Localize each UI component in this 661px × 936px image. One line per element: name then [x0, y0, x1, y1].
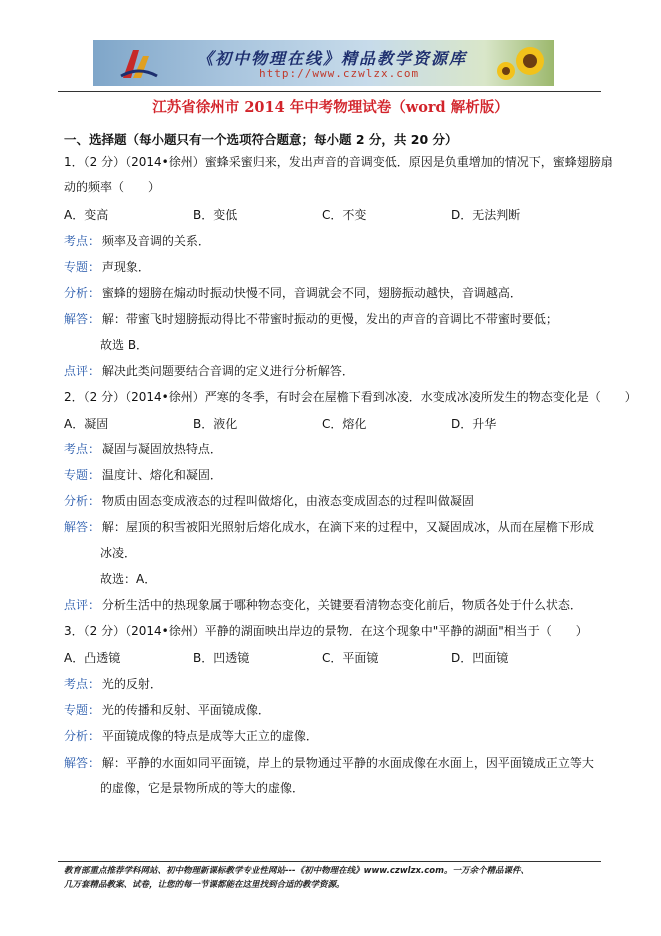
q3-option-d: D．凹面镜	[451, 651, 509, 665]
q1-options	[64, 207, 520, 223]
q1-option-a: A．变高	[64, 208, 109, 222]
q1-kaodian	[64, 233, 210, 249]
q1-option-c: C．不变	[322, 208, 367, 222]
footer-line2: 几万套精品教案、试卷，让您的每一节课都能在这里找到合适的教学资源。	[64, 880, 345, 890]
q3-options	[64, 650, 508, 666]
zhuanti-text: 温度计、熔化和凝固．	[101, 468, 222, 482]
zhuanti-text: 光的传播和反射、平面镜成像．	[101, 703, 270, 717]
q2-jieda	[64, 519, 594, 535]
page-title: 江苏省徐州市 2014 年中考物理试卷（word 解析版）	[152, 99, 509, 116]
q2-zhuanti	[64, 467, 222, 483]
q2-kaodian	[64, 441, 222, 457]
q2-stem-line1: 2．（2 分）（2014•徐州）严寒的冬季，有时会在屋檐下看到冰凌．水变成冰凌所发生的物态变化是（ ）	[64, 390, 637, 404]
q1-stem-line1: 1．（2 分）（2014•徐州）蜜蜂采蜜归来，发出声音的音调变低．原因是负重增加的情况下，蜜蜂翅膀扇	[64, 155, 613, 169]
dianping-text: 解决此类问题要结合音调的定义进行分析解答．	[101, 364, 354, 378]
dianping-text: 分析生活中的热现象属于哪种物态变化，关键要看清物态变化前后，物质各处于什么状态．	[101, 598, 582, 612]
jieda-label: 解答：	[64, 756, 101, 770]
q2-option-b: B．液化	[193, 417, 238, 431]
q2-options	[64, 416, 496, 432]
q1-fenxi	[64, 285, 522, 301]
q2-option-c: C．熔化	[322, 417, 367, 431]
q3-zhuanti	[64, 702, 270, 718]
section-heading: 一、选择题（每小题只有一个选项符合题意；每小题 2 分，共 20 分）	[64, 132, 458, 147]
q2-answer: 故选：A．	[100, 572, 157, 586]
q2-option-d: D．升华	[451, 417, 497, 431]
fenxi-label: 分析：	[64, 729, 101, 743]
q3-kaodian	[64, 676, 162, 692]
kaodian-label: 考点：	[64, 234, 101, 248]
jieda-label: 解答：	[64, 520, 101, 534]
zhuanti-label: 专题：	[64, 468, 101, 482]
fenxi-label: 分析：	[64, 286, 101, 300]
q1-answer: 故选 B．	[100, 338, 149, 352]
kaodian-text: 凝固与凝固放热特点．	[101, 442, 222, 456]
q2-option-a: A．凝固	[64, 417, 109, 431]
q1-zhuanti	[64, 259, 150, 275]
q1-dianping	[64, 363, 354, 379]
banner-slogan: 《初中物理在线》精品教学资源库	[197, 49, 468, 68]
q3-option-c: C．平面镜	[322, 651, 379, 665]
q3-stem-line1: 3．（2 分）（2014•徐州）平静的湖面映出岸边的景物．在这个现象中"平静的湖面"相当于（ ）	[64, 624, 588, 638]
q2-dianping	[64, 597, 582, 613]
q1-option-d: D．无法判断	[451, 208, 521, 222]
site-logo-icon	[119, 46, 159, 82]
fenxi-text: 平面镜成像的特点是成等大正立的虚像．	[101, 729, 318, 743]
jieda-text: 解：屋顶的积雪被阳光照射后熔化成水，在滴下来的过程中，又凝固成冰，从而在屋檐下形成	[101, 520, 594, 534]
banner-url[interactable]: http://www.czwlzx.com	[259, 67, 420, 80]
fenxi-text: 蜜蜂的翅膀在煽动时振动快慢不同，音调就会不同，翅膀振动越快，音调越高．	[101, 286, 522, 300]
jieda-label: 解答：	[64, 312, 101, 326]
zhuanti-label: 专题：	[64, 260, 101, 274]
q2-jieda-cont: 冰凌．	[100, 546, 137, 560]
q3-option-b: B．凹透镜	[193, 651, 250, 665]
header-rule	[58, 91, 601, 92]
sunflower-icon	[492, 41, 552, 85]
kaodian-text: 频率及音调的关系．	[101, 234, 210, 248]
zhuanti-label: 专题：	[64, 703, 101, 717]
footer-rule	[58, 861, 601, 862]
jieda-text: 解：带蜜飞时翅膀振动得比不带蜜时振动的更慢，发出的声音的音调比不带蜜时要低；	[101, 312, 558, 326]
jieda-text: 解：平静的水面如同平面镜，岸上的景物通过平静的水面成像在水面上，因平面镜成正立等大	[101, 756, 594, 770]
q1-jieda	[64, 311, 558, 327]
footer-line1: 教育部重点推荐学科网站、初中物理新课标教学专业性网站---《初中物理在线》www.czwlzx.com。一万余个精品课件、	[64, 866, 529, 876]
kaodian-label: 考点：	[64, 677, 101, 691]
q2-fenxi	[64, 493, 474, 509]
header-banner	[93, 40, 554, 86]
zhuanti-text: 声现象．	[101, 260, 150, 274]
q1-stem-line2: 动的频率（ ）	[64, 180, 161, 194]
q3-jieda-cont: 的虚像，它是景物所成的等大的虚像．	[100, 781, 305, 795]
q3-jieda	[64, 755, 594, 771]
kaodian-label: 考点：	[64, 442, 101, 456]
fenxi-label: 分析：	[64, 494, 101, 508]
dianping-label: 点评：	[64, 364, 101, 378]
dianping-label: 点评：	[64, 598, 101, 612]
q1-option-b: B．变低	[193, 208, 238, 222]
fenxi-text: 物质由固态变成液态的过程叫做熔化，由液态变成固态的过程叫做凝固	[101, 494, 474, 508]
q3-option-a: A．凸透镜	[64, 651, 121, 665]
kaodian-text: 光的反射．	[101, 677, 162, 691]
q3-fenxi	[64, 728, 318, 744]
